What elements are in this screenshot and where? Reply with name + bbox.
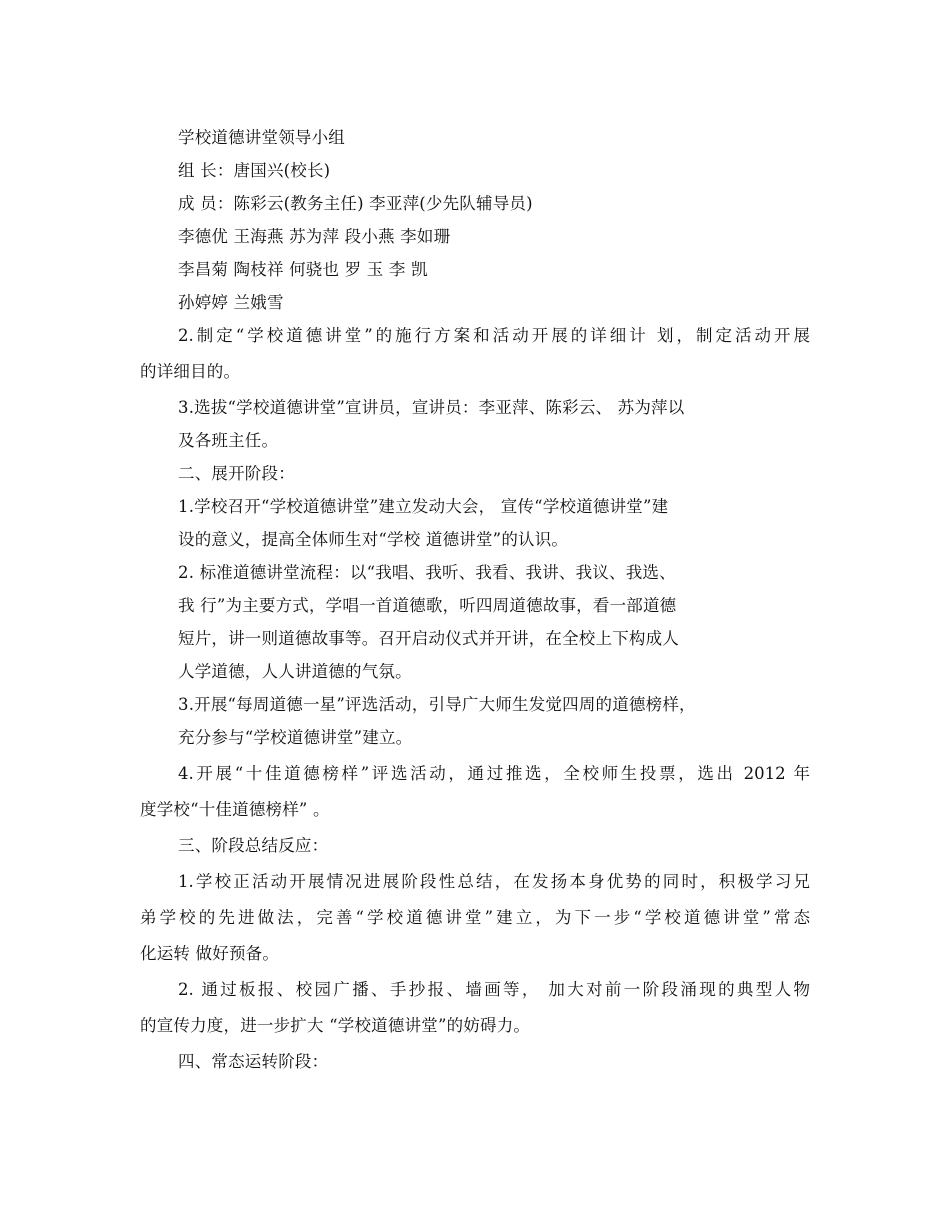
prep-item-2-line: 2.制定“学校道德讲堂”的施行方案和活动开展的详细计 划，制定活动开展 (178, 326, 810, 345)
leadership-members-line: 李昌菊 陶枝祥 何骁也 罗 玉 李 凯 (178, 260, 428, 279)
leadership-members-line: 李德优 王海燕 苏为萍 段小燕 李如珊 (178, 227, 451, 246)
stage2-item-2-line: 我 行”为主要方式，学唱一首道德歌，听四周道德故事，看一部道德 (178, 596, 677, 615)
leadership-leader: 组 长：唐国兴(校长) (178, 161, 331, 180)
stage2-item-3-line: 3.开展“每周道德一星”评选活动，引导广大师生发觉四周的道德榜样， (178, 695, 696, 714)
leadership-members-line: 孙婷婷 兰娥雪 (178, 293, 284, 312)
stage2-item-2-line: 2. 标准道德讲堂流程：以“我唱、我听、我看、我讲、我议、我选、 (178, 563, 676, 582)
prep-item-3-line: 3.选拔“学校道德讲堂”宣讲员，宣讲员：李亚萍、陈彩云、 苏为萍以 (178, 398, 685, 417)
stage3-item-2-line: 2. 通过板报、校园广播、手抄报、墙画等， 加大对前一阶段涌现的典型人物 (178, 980, 810, 999)
stage3-item-1-line: 弟学校的先进做法，完善“学校道德讲堂”建立，为下一步“学校道德讲堂”常态 (140, 908, 810, 927)
stage2-heading: 二、展开阶段： (178, 464, 295, 483)
leadership-title: 学校道德讲堂领导小组 (178, 128, 345, 147)
stage3-heading: 三、阶段总结反应： (178, 836, 329, 855)
stage3-item-1-line: 1.学校正活动开展情况进展阶段性总结，在发扬本身优势的同时，积极学习兄 (178, 872, 810, 891)
stage4-heading: 四、常态运转阶段： (178, 1052, 329, 1071)
stage2-item-1-line: 1.学校召开“学校道德讲堂”建立发动大会， 宣传“学校道德讲堂”建 (178, 497, 669, 516)
stage2-item-1-line: 设的意义，提高全体师生对“学校 道德讲堂”的认识。 (178, 530, 569, 549)
stage2-item-4-line: 度学校“十佳道德榜样” 。 (140, 800, 330, 819)
stage2-item-4-line: 4.开展“十佳道德榜样”评选活动，通过推选，全校师生投票，选出 2012 年 (178, 764, 810, 783)
stage2-item-2-line: 人学道德，人人讲道德的气氛。 (178, 662, 412, 681)
prep-item-3-line: 及各班主任。 (178, 431, 279, 450)
prep-item-2-line: 的详细目的。 (140, 362, 241, 381)
stage3-item-2-line: 的宣传力度，进一步扩大 “学校道德讲堂”的妨碍力。 (140, 1016, 531, 1035)
stage2-item-2-line: 短片，讲一则道德故事等。召开启动仪式并开讲，在全校上下构成人 (178, 629, 679, 648)
stage3-item-1-line: 化运转 做好预备。 (140, 944, 280, 963)
stage2-item-3-line: 充分参与“学校道德讲堂”建立。 (178, 728, 413, 747)
leadership-members-line: 成 员：陈彩云(教务主任) 李亚萍(少先队辅导员) (178, 194, 533, 213)
